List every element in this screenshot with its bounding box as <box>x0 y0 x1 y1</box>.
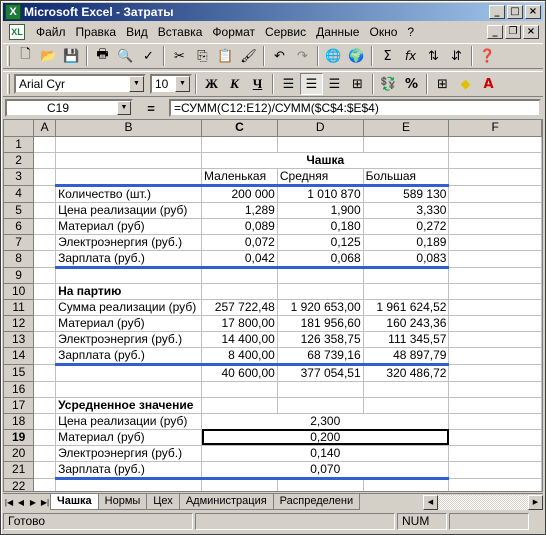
workbook-icon[interactable]: XL <box>9 24 25 40</box>
currency-icon[interactable]: 💱 <box>380 76 397 92</box>
table-row <box>4 364 542 381</box>
table-row <box>4 478 542 492</box>
font-size-select[interactable] <box>150 74 192 94</box>
fill-color-icon[interactable]: ◆ <box>460 76 471 92</box>
font-color-icon[interactable]: A <box>483 76 494 92</box>
copy-icon[interactable]: ⎘ <box>197 48 208 64</box>
cell-b13[interactable]: Электроэнергия (руб.) <box>56 331 202 347</box>
cell-b15[interactable] <box>56 364 202 381</box>
row-header-12[interactable]: 12 <box>4 315 34 331</box>
cell-a3[interactable] <box>34 168 56 185</box>
cell-d5[interactable]: 1,900 <box>277 202 363 218</box>
table-row <box>4 429 542 445</box>
cell-d17[interactable] <box>277 397 363 413</box>
cell-d15[interactable]: 377 054,51 <box>277 364 363 381</box>
sheet-tab-distribution[interactable]: Распределени <box>273 494 360 510</box>
sheet-tabs-bar <box>3 493 543 510</box>
row-header-8[interactable]: 8 <box>4 250 34 267</box>
align-center-icon[interactable]: ☰ <box>300 73 323 95</box>
cell-d12[interactable]: 181 956,60 <box>277 315 363 331</box>
cell-a22[interactable] <box>34 478 56 492</box>
cell-b4[interactable]: Количество (шт.) <box>56 185 202 202</box>
cell-b18[interactable]: Цена реализации (руб) <box>56 413 202 429</box>
status-blank-2 <box>449 513 529 530</box>
cell-f5[interactable] <box>449 202 542 218</box>
menu-data[interactable]: Данные <box>316 25 360 39</box>
cell-f10[interactable] <box>449 283 542 299</box>
toolbar-grip[interactable] <box>7 46 10 66</box>
sort-desc-icon[interactable]: ⇵ <box>451 48 462 64</box>
sheet-table <box>4 120 542 492</box>
cell-c1[interactable] <box>202 136 278 152</box>
cell-e3[interactable]: Большая <box>363 168 449 185</box>
cell-f20[interactable] <box>449 445 542 461</box>
status-blank <box>195 513 395 530</box>
menu-insert[interactable]: Вставка <box>157 25 203 39</box>
cell-d10[interactable] <box>277 283 363 299</box>
cell-b6[interactable]: Материал (руб) <box>56 218 202 234</box>
cell-f22[interactable] <box>449 478 542 492</box>
percent-button[interactable]: % <box>404 76 419 92</box>
paste-icon[interactable]: 📋 <box>217 48 234 64</box>
cell-c21[interactable]: 0,070 <box>202 461 449 478</box>
cell-b16[interactable] <box>56 381 202 397</box>
spell-icon[interactable]: ✓ <box>143 48 154 64</box>
preview-icon[interactable]: 🔍 <box>117 48 134 64</box>
cell-a15[interactable] <box>34 364 56 381</box>
cell-b11[interactable]: Сумма реализации (руб) <box>56 299 202 315</box>
cell-d14[interactable]: 68 739,16 <box>277 347 363 364</box>
cell-c9[interactable] <box>202 267 278 283</box>
row-header-3[interactable]: 3 <box>4 168 34 185</box>
cell-e5[interactable]: 3,330 <box>363 202 449 218</box>
column-header-e[interactable]: E <box>363 120 449 136</box>
table-row <box>4 381 542 397</box>
cell-d6[interactable]: 0,180 <box>277 218 363 234</box>
column-header-f[interactable]: F <box>449 120 542 136</box>
cell-e16[interactable] <box>363 381 449 397</box>
prev-sheet-icon[interactable]: ◀ <box>17 497 25 507</box>
save-icon[interactable]: 💾 <box>63 48 80 64</box>
row-header-21[interactable]: 21 <box>4 461 34 478</box>
cut-icon[interactable]: ✂ <box>174 48 185 64</box>
row-header-22[interactable]: 22 <box>4 478 34 492</box>
maximize-button[interactable]: □ <box>507 5 523 19</box>
scroll-track[interactable] <box>438 495 528 510</box>
cell-c12[interactable]: 17 800,00 <box>202 315 278 331</box>
cell-b7[interactable]: Электроэнергия (руб.) <box>56 234 202 250</box>
row-header-15[interactable]: 15 <box>4 364 34 381</box>
cell-b2[interactable] <box>56 152 202 168</box>
cell-c10[interactable] <box>202 283 278 299</box>
cell-c15[interactable]: 40 600,00 <box>202 364 278 381</box>
table-row <box>4 413 542 429</box>
status-ready: Готово <box>3 513 193 530</box>
cell-b19[interactable]: Материал (руб) <box>56 429 202 445</box>
horizontal-scrollbar[interactable] <box>423 495 543 510</box>
borders-icon[interactable]: ⊞ <box>437 76 448 92</box>
italic-button[interactable]: К <box>230 76 239 91</box>
align-right-icon[interactable]: ☰ <box>328 76 341 92</box>
cell-c6[interactable]: 0,089 <box>202 218 278 234</box>
table-row <box>4 347 542 364</box>
cell-e15[interactable]: 320 486,72 <box>363 364 449 381</box>
cell-c19[interactable]: 0,200 <box>202 429 449 445</box>
window-title: Microsoft Excel - Затраты <box>24 5 174 19</box>
cell-e12[interactable]: 160 243,36 <box>363 315 449 331</box>
web-icon[interactable]: 🌍 <box>348 48 365 64</box>
cell-f17[interactable] <box>449 397 542 413</box>
status-bar <box>3 511 543 531</box>
cell-c22[interactable] <box>202 478 278 492</box>
cell-a16[interactable] <box>34 381 56 397</box>
new-icon[interactable]: 🗋 <box>20 47 31 62</box>
table-row <box>4 250 542 267</box>
equals-sign[interactable]: = <box>147 100 155 116</box>
column-header-b[interactable]: B <box>56 120 202 136</box>
cell-a5[interactable] <box>34 202 56 218</box>
next-sheet-icon[interactable]: ▶ <box>29 497 37 507</box>
excel-icon[interactable]: X <box>5 4 21 20</box>
cell-e13[interactable]: 111 345,57 <box>363 331 449 347</box>
menu-bar <box>3 22 543 42</box>
cell-a19[interactable] <box>34 429 56 445</box>
formatting-toolbar <box>3 71 543 97</box>
cell-f15[interactable] <box>449 364 542 381</box>
menu-view[interactable]: Вид <box>126 25 148 39</box>
sheet-tab-norms[interactable]: Нормы <box>98 494 148 510</box>
scroll-left-icon[interactable]: ◀ <box>423 495 438 510</box>
row-header-7[interactable]: 7 <box>4 234 34 250</box>
cell-b8[interactable]: Зарплата (руб.) <box>56 250 202 267</box>
cell-c14[interactable]: 8 400,00 <box>202 347 278 364</box>
cell-a2[interactable] <box>34 152 56 168</box>
formula-bar <box>3 98 543 118</box>
close-button[interactable]: × <box>525 5 541 19</box>
underline-button[interactable]: Ч <box>252 76 263 91</box>
cell-f2[interactable] <box>449 152 542 168</box>
cell-f3[interactable] <box>449 168 542 185</box>
menu-help[interactable]: ? <box>407 25 415 39</box>
cell-c16[interactable] <box>202 381 278 397</box>
cell-e7[interactable]: 0,189 <box>363 234 449 250</box>
cell-c8[interactable]: 0,042 <box>202 250 278 267</box>
cell-b21[interactable]: Зарплата (руб.) <box>56 461 202 478</box>
formula-input[interactable]: =СУММ(C12:E12)/СУММ($C$4:$E$4) <box>169 99 541 117</box>
cell-f21[interactable] <box>449 461 542 478</box>
cell-a21[interactable] <box>34 461 56 478</box>
row-header-10[interactable]: 10 <box>4 283 34 299</box>
title-bar[interactable] <box>3 3 543 21</box>
cell-c2[interactable]: Чашка <box>202 152 449 168</box>
row-header-20[interactable]: 20 <box>4 445 34 461</box>
table-row <box>4 152 542 168</box>
cell-f8[interactable] <box>449 250 542 267</box>
sort-asc-icon[interactable]: ⇅ <box>428 48 439 64</box>
column-header-a[interactable]: A <box>34 120 56 136</box>
table-row <box>4 218 542 234</box>
help-icon[interactable]: ❓ <box>479 48 496 64</box>
hyperlink-icon[interactable]: 🌐 <box>325 48 342 64</box>
scroll-right-icon[interactable]: ▶ <box>528 495 543 510</box>
cell-a12[interactable] <box>34 315 56 331</box>
bold-button[interactable]: Ж <box>205 76 218 91</box>
menu-edit[interactable]: Правка <box>75 25 117 39</box>
sheet-tab-shop[interactable]: Цех <box>146 494 180 510</box>
row-header-13[interactable]: 13 <box>4 331 34 347</box>
cell-a14[interactable] <box>34 347 56 364</box>
print-icon[interactable]: 🖶 <box>96 47 109 62</box>
cell-a17[interactable] <box>34 397 56 413</box>
cell-f11[interactable] <box>449 299 542 315</box>
row-header-17[interactable]: 17 <box>4 397 34 413</box>
cell-a9[interactable] <box>34 267 56 283</box>
cell-c11[interactable]: 257 722,48 <box>202 299 278 315</box>
row-header-4[interactable]: 4 <box>4 185 34 202</box>
doc-close-button[interactable]: × <box>523 25 539 39</box>
cell-e6[interactable]: 0,272 <box>363 218 449 234</box>
redo-icon[interactable]: ↷ <box>297 48 308 64</box>
chevron-down-icon[interactable]: ▼ <box>175 76 190 92</box>
cell-f12[interactable] <box>449 315 542 331</box>
chevron-down-icon[interactable]: ▼ <box>129 76 144 92</box>
format-painter-icon[interactable]: 🖌 <box>240 48 257 64</box>
cell-b3[interactable] <box>56 168 202 185</box>
font-size-value: 10 <box>155 77 169 91</box>
cell-b14[interactable]: Зарплата (руб.) <box>56 347 202 364</box>
table-row <box>4 136 542 152</box>
cell-e8[interactable]: 0,083 <box>363 250 449 267</box>
row-header-1[interactable]: 1 <box>4 136 34 152</box>
cell-d1[interactable] <box>277 136 363 152</box>
status-num: NUM <box>397 513 447 530</box>
cell-e10[interactable] <box>363 283 449 299</box>
table-row <box>4 267 542 283</box>
table-row <box>4 461 542 478</box>
cell-f7[interactable] <box>449 234 542 250</box>
cell-e11[interactable]: 1 961 624,52 <box>363 299 449 315</box>
cell-e1[interactable] <box>363 136 449 152</box>
cell-d22[interactable] <box>277 478 363 492</box>
doc-minimize-button[interactable]: _ <box>487 25 503 39</box>
table-row <box>4 185 542 202</box>
menu-tools[interactable]: Сервис <box>265 25 307 39</box>
open-icon[interactable]: 📂 <box>40 48 57 64</box>
row-header-16[interactable]: 16 <box>4 381 34 397</box>
menu-file[interactable]: Файл <box>36 25 66 39</box>
chevron-down-icon[interactable]: ▼ <box>117 101 131 115</box>
cell-b9[interactable] <box>56 267 202 283</box>
cell-a6[interactable] <box>34 218 56 234</box>
row-header-18[interactable]: 18 <box>4 413 34 429</box>
cell-d9[interactable] <box>277 267 363 283</box>
cell-c20[interactable]: 0,140 <box>202 445 449 461</box>
cell-d11[interactable]: 1 920 653,00 <box>277 299 363 315</box>
cell-f6[interactable] <box>449 218 542 234</box>
row-header-9[interactable]: 9 <box>4 267 34 283</box>
cell-a4[interactable] <box>34 185 56 202</box>
first-sheet-icon[interactable]: |◀ <box>4 497 14 507</box>
cell-b17[interactable]: Усредненное значение <box>56 397 202 413</box>
cell-e4[interactable]: 589 130 <box>363 185 449 202</box>
cell-c7[interactable]: 0,072 <box>202 234 278 250</box>
cell-a18[interactable] <box>34 413 56 429</box>
cell-b22[interactable] <box>56 478 202 492</box>
table-row <box>4 331 542 347</box>
row-header-11[interactable]: 11 <box>4 299 34 315</box>
sheet-tab-administration[interactable]: Администрация <box>179 494 274 510</box>
cell-a13[interactable] <box>34 331 56 347</box>
cell-f18[interactable] <box>449 413 542 429</box>
table-row <box>4 168 542 185</box>
undo-icon[interactable]: ↶ <box>274 48 285 64</box>
sheet-tab-cup[interactable]: Чашка <box>50 494 99 510</box>
row-header-6[interactable]: 6 <box>4 218 34 234</box>
name-box[interactable] <box>5 99 133 117</box>
minimize-button[interactable]: _ <box>489 5 505 19</box>
cell-c5[interactable]: 1,289 <box>202 202 278 218</box>
cell-c13[interactable]: 14 400,00 <box>202 331 278 347</box>
column-header-c[interactable]: C <box>202 120 278 136</box>
worksheet-grid[interactable] <box>3 119 543 492</box>
last-sheet-icon[interactable]: ▶| <box>40 497 50 507</box>
table-row <box>4 299 542 315</box>
cell-d8[interactable]: 0,068 <box>277 250 363 267</box>
cell-b12[interactable]: Материал (руб) <box>56 315 202 331</box>
toolbar-grip-2[interactable] <box>7 74 10 94</box>
cell-f9[interactable] <box>449 267 542 283</box>
cell-a11[interactable] <box>34 299 56 315</box>
select-all-corner[interactable] <box>4 120 34 136</box>
table-row <box>4 397 542 413</box>
menu-format[interactable]: Формат <box>212 25 256 39</box>
cell-a10[interactable] <box>34 283 56 299</box>
table-row <box>4 234 542 250</box>
doc-restore-button[interactable]: ❐ <box>505 25 521 39</box>
row-header-2[interactable]: 2 <box>4 152 34 168</box>
table-row <box>4 202 542 218</box>
cell-b1[interactable] <box>56 136 202 152</box>
cell-f19[interactable] <box>449 429 542 445</box>
standard-toolbar <box>3 43 543 69</box>
cell-c17[interactable] <box>202 397 278 413</box>
cell-a20[interactable] <box>34 445 56 461</box>
cell-a7[interactable] <box>34 234 56 250</box>
autosum-icon[interactable]: Σ <box>383 48 392 64</box>
cell-reference: C19 <box>47 101 70 115</box>
cell-e22[interactable] <box>363 478 449 492</box>
cell-b5[interactable]: Цена реализации (руб) <box>56 202 202 218</box>
cell-d13[interactable]: 126 358,75 <box>277 331 363 347</box>
cell-d16[interactable] <box>277 381 363 397</box>
font-name-select[interactable] <box>14 74 146 94</box>
cell-f13[interactable] <box>449 331 542 347</box>
column-header-d[interactable]: D <box>277 120 363 136</box>
align-left-icon[interactable]: ☰ <box>282 76 295 92</box>
cell-e9[interactable] <box>363 267 449 283</box>
cell-c18[interactable]: 2,300 <box>202 413 449 429</box>
cell-f16[interactable] <box>449 381 542 397</box>
cell-b10[interactable]: На партию <box>56 283 202 299</box>
cell-e14[interactable]: 48 897,79 <box>363 347 449 364</box>
merge-center-icon[interactable]: ⊞ <box>352 76 363 92</box>
cell-f1[interactable] <box>449 136 542 152</box>
cell-b20[interactable]: Электроэнергия (руб.) <box>56 445 202 461</box>
cell-f4[interactable] <box>449 185 542 202</box>
cell-d4[interactable]: 1 010 870 <box>277 185 363 202</box>
row-header-5[interactable]: 5 <box>4 202 34 218</box>
menu-window[interactable]: Окно <box>369 25 398 39</box>
table-row <box>4 445 542 461</box>
font-name-value: Arial Cyr <box>19 77 66 91</box>
cell-f14[interactable] <box>449 347 542 364</box>
cell-d7[interactable]: 0,125 <box>277 234 363 250</box>
cell-d3[interactable]: Средняя <box>277 168 363 185</box>
cell-c3[interactable]: Маленькая <box>202 168 278 185</box>
table-row <box>4 283 542 299</box>
table-row <box>4 315 542 331</box>
cell-a1[interactable] <box>34 136 56 152</box>
function-icon[interactable]: fx <box>404 49 417 63</box>
cell-a8[interactable] <box>34 250 56 267</box>
row-header-19[interactable]: 19 <box>4 429 34 445</box>
cell-e17[interactable] <box>363 397 449 413</box>
row-header-14[interactable]: 14 <box>4 347 34 364</box>
cell-c4[interactable]: 200 000 <box>202 185 278 202</box>
